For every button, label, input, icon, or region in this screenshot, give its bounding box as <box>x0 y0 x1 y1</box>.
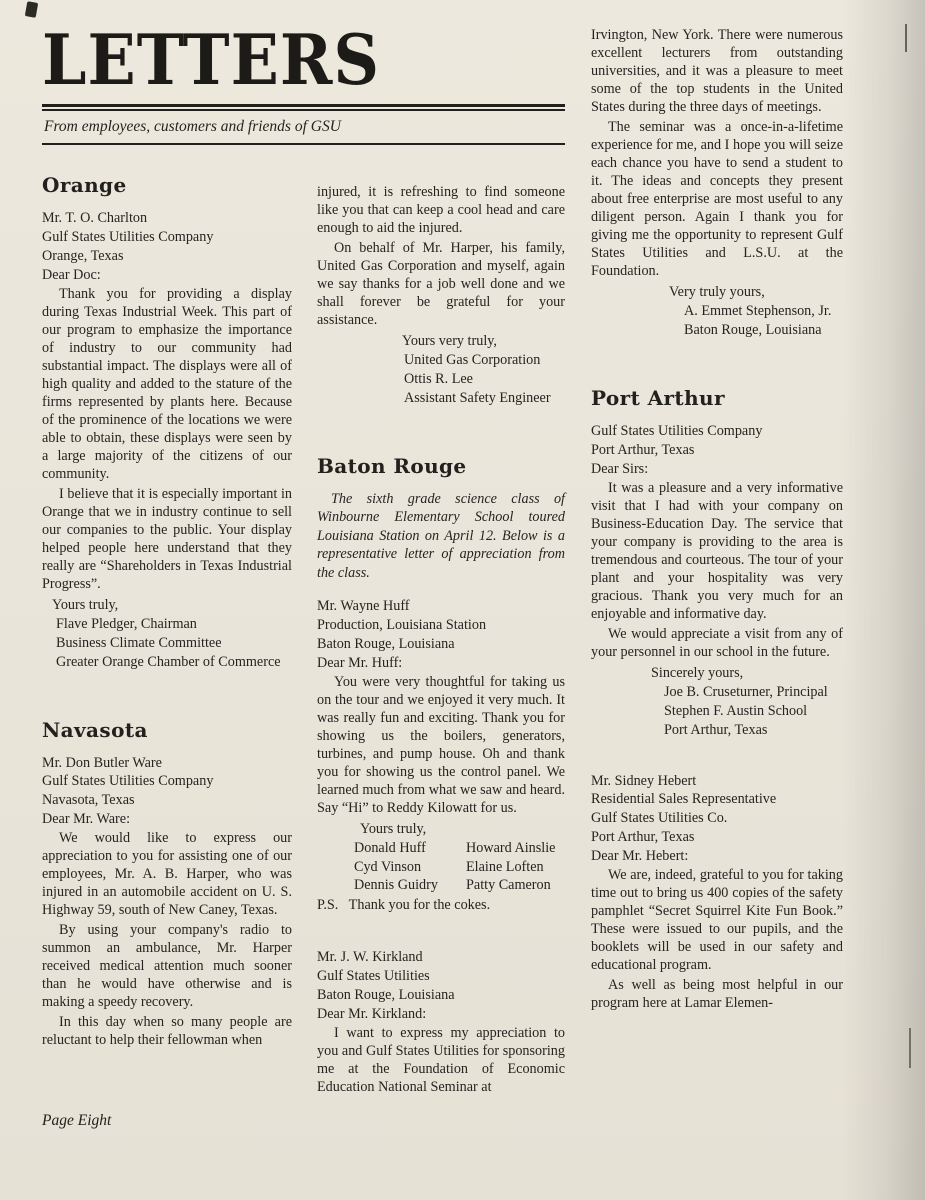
signature-line: Greater Orange Chamber of Commerce <box>56 653 281 670</box>
letter-paragraph: We would appreciate a visit from any of your personnel in our school in the future. <box>591 625 843 660</box>
scan-artifact <box>909 1028 911 1068</box>
scan-artifact <box>905 24 907 52</box>
address-line: Gulf States Utilities Company <box>42 228 214 245</box>
salutation-line: Dear Mr. Ware: <box>42 811 131 828</box>
intro-note: The sixth grade science class of Winbourne Elementary School toured Louisiana Station on April 12. Below is a representative letter of appreciation from the class. <box>317 490 565 581</box>
address-line: Gulf States Utilities Co. <box>591 810 728 827</box>
letter-heading: Baton Rouge <box>317 453 467 478</box>
letter-baton-rouge <box>317 454 565 916</box>
letter-paragraph: Thank you for providing a display during Texas Industrial Week. This part of our program to emphasize the importance of industry to our community had substantial impact. The displays were all of high quality and added to the stature of the firms represented by plants here. Because of the prominence of the locations we were able to obtain, these displays were seen by a large majority of the citizens of our community. <box>42 285 292 482</box>
page-title: LETTERS <box>42 19 381 102</box>
text-columns <box>42 173 565 1098</box>
signer-name: Dennis Guidry <box>354 877 438 894</box>
letters-masthead <box>42 19 565 145</box>
thin-rule <box>42 143 565 145</box>
closing-line: Very truly yours, <box>669 284 765 301</box>
signature-line: Port Arthur, Texas <box>664 721 768 738</box>
letter-kirkland <box>317 948 565 1096</box>
address-line: Baton Rouge, Louisiana <box>317 986 455 1003</box>
closing-block <box>317 332 565 408</box>
address-block <box>591 422 843 460</box>
closing-block <box>591 283 843 340</box>
address-block <box>317 948 565 1005</box>
double-rule <box>42 104 565 111</box>
address-line: Mr. J. W. Kirkland <box>317 949 423 966</box>
signer-name: Cyd Vinson <box>354 858 422 875</box>
ps-line: P.S. Thank you for the cokes. <box>317 897 491 914</box>
left-two-columns <box>42 19 565 1098</box>
salutation-line: Dear Doc: <box>42 266 101 283</box>
address-line: Navasota, Texas <box>42 792 135 809</box>
signature-line: Ottis R. Lee <box>404 371 473 387</box>
salutation-line: Dear Mr. Huff: <box>317 654 403 671</box>
column-1 <box>42 173 292 1098</box>
letter-kirkland-continued <box>591 26 843 340</box>
letter-paragraph: The seminar was a once-in-a-lifetime experience for me, and I hope you will seize each chance you have to send a student to it. The ideas and concepts they present about free enterprise are most useful to any diligent person. Again I thank you for giving me the opportunity to represent Gulf States Utilities and L.S.U. at the Foundation. <box>591 119 843 280</box>
column-2 <box>317 173 565 1098</box>
address-line: Gulf States Utilities <box>317 968 430 985</box>
address-block <box>317 597 565 654</box>
letter-paragraph-continuation: injured, it is refreshing to find someone like you that can keep a cool head and care enough to aid the injured. <box>317 184 565 237</box>
address-line: Mr. Don Butler Ware <box>42 754 162 771</box>
address-line: Residential Sales Representative <box>591 791 777 808</box>
address-block <box>42 209 292 266</box>
footer-page-label: Page Eight <box>42 1112 112 1129</box>
letter-paragraph: We would like to express our appreciation to you for assisting one of our employees, Mr. A. B. Harper, who was injured in an automobile accident on U. S. Highway 59, south of New Caney, Texas. <box>42 830 292 919</box>
address-line: Gulf States Utilities Company <box>42 773 214 790</box>
address-line: Port Arthur, Texas <box>591 441 695 458</box>
signature-line: Stephen F. Austin School <box>664 702 808 719</box>
salutation-line: Dear Mr. Kirkland: <box>317 1005 427 1022</box>
address-block <box>591 772 843 848</box>
letter-paragraph-continuation: Irvington, New York. There were numerous excellent lecturers from outstanding universities, and it was a pleasure to meet some of the top students in the United States during the three days of meetings. <box>591 27 843 116</box>
closing-block <box>42 596 292 672</box>
address-line: Mr. T. O. Charlton <box>42 210 148 226</box>
signature-line: Business Climate Committee <box>56 634 222 651</box>
signature-line: A. Emmet Stephenson, Jr. <box>684 303 832 320</box>
letter-hebert <box>591 772 843 1013</box>
letter-heading: Port Arthur <box>591 386 725 411</box>
address-line: Production, Louisiana Station <box>317 616 487 633</box>
letter-paragraph: I believe that it is especially important in Orange that we in industry continue to sell our companies to the public. Your display helped people here understand that they really are “Shareholders in Texas Industrial Progress”. <box>42 485 292 592</box>
address-line: Orange, Texas <box>42 247 124 264</box>
letter-heading: Navasota <box>42 717 148 742</box>
closing-block <box>591 664 843 740</box>
address-line: Port Arthur, Texas <box>591 829 695 846</box>
letter-orange <box>42 173 292 672</box>
signer-name: Donald Huff <box>354 839 426 856</box>
signature-line: Assistant Safety Engineer <box>404 389 551 406</box>
closing-line: Sincerely yours, <box>651 665 744 681</box>
letter-paragraph: By using your company's radio to summon an ambulance, Mr. Harper received medical attention much sooner than he would have otherwise and is making a speedy recovery. <box>42 922 292 1011</box>
letter-paragraph: On behalf of Mr. Harper, his family, United Gas Corporation and myself, again we say thanks for a job well done and we shall forever be grateful for your assistance. <box>317 240 565 329</box>
salutation-line: Dear Sirs: <box>591 460 649 477</box>
letter-paragraph-split: I want to express my appreciation to you and Gulf States Utilities for sponsoring me at the Foundation of Economic Education National Seminar at <box>317 1024 565 1095</box>
masthead-subtitle: From employees, customers and friends of GSU <box>44 118 341 135</box>
closing-line: Yours truly, <box>360 820 427 837</box>
column-3 <box>591 24 843 1098</box>
address-line: Baton Rouge, Louisiana <box>317 635 455 652</box>
salutation-line: Dear Mr. Hebert: <box>591 848 689 864</box>
closing-line: Yours very truly, <box>402 333 497 350</box>
signers-grid <box>354 839 565 896</box>
closing-line: Yours truly, <box>52 597 119 614</box>
signature-line: Flave Pledger, Chairman <box>56 615 197 632</box>
letter-paragraph-split: In this day when so many people are reluctant to help their fellowman when <box>42 1014 292 1049</box>
letter-paragraph: You were very thoughtful for taking us on the tour and we enjoyed it very much. It was really fun and exciting. Thank you for showing us the boilers, generators, turbines, and pump house. Oh and thank you for showing us the control panel. We learned much from what we saw and heard. Say “Hi” to Reddy Kilowatt for us. <box>317 673 565 816</box>
closing-block <box>317 820 565 916</box>
signer-name: Patty Cameron <box>466 877 551 894</box>
address-line: Mr. Sidney Hebert <box>591 772 697 789</box>
address-line: Gulf States Utilities Company <box>591 423 763 440</box>
letter-paragraph: It was a pleasure and a very informative visit that I had with your company on Business-Education Day. The service that your company is providing to the area is tremendous and courteous. The tour of your plant and your hospitality was very gracious. Thank you very much for an enjoyable and informative day. <box>591 479 843 622</box>
signature-line: United Gas Corporation <box>404 352 541 369</box>
letter-port-arthur <box>591 386 843 739</box>
signer-name: Howard Ainslie <box>466 839 556 856</box>
signature-line: Baton Rouge, Louisiana <box>684 322 822 339</box>
address-block <box>42 754 292 811</box>
signer-name: Elaine Loften <box>466 858 544 875</box>
signature-line: Joe B. Cruseturner, Principal <box>664 683 828 700</box>
letter-paragraph: We are, indeed, grateful to you for taking time out to bring us 400 copies of the safety pamphlet “Secret Squirrel Kite Fun Book.” These were issued to our pupils, and the booklets will be used in our safety and educational program. <box>591 866 843 974</box>
letter-heading: Orange <box>42 173 127 197</box>
letter-navasota <box>42 718 292 1050</box>
letter-navasota-continued <box>317 183 565 408</box>
letter-paragraph-split: As well as being most helpful in our program here at Lamar Elemen- <box>591 977 843 1012</box>
address-line: Mr. Wayne Huff <box>317 598 410 615</box>
